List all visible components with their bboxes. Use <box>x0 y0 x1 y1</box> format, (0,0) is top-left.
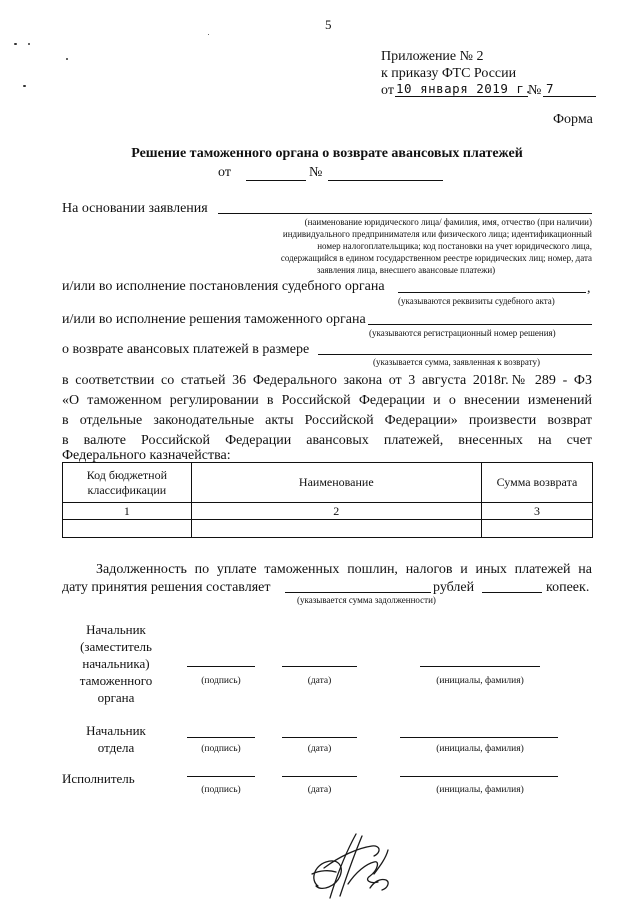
budget-table <box>62 462 593 538</box>
scan-speck <box>66 58 68 60</box>
handwritten-signature <box>300 826 400 902</box>
dept-head-title-line: Начальник <box>86 723 146 738</box>
scan-speck <box>28 43 30 45</box>
dept-date-line <box>282 737 357 738</box>
executor-date-hint: (дата) <box>307 785 332 795</box>
form-label: Форма <box>553 112 593 127</box>
column-number: 1 <box>63 503 192 520</box>
basis-hint-line: номер налогоплательщика; код постановки на учет юридического лица, <box>317 241 592 251</box>
basis-blank <box>218 213 592 214</box>
chief-title-line: Начальник <box>86 622 146 637</box>
debt-line-2-prefix: дату принятия решения составляет <box>62 580 271 595</box>
refund-amount-label: о возврате авансовых платежей в размере <box>62 342 310 357</box>
debt-line-1: Задолженность по уплате таможенных пошлин, налогов и иных платежей на <box>96 562 592 577</box>
scan-speck <box>208 34 209 35</box>
table-number-row <box>63 503 593 520</box>
chief-signature-hint: (подпись) <box>201 676 241 686</box>
executor-title: Исполнитель <box>62 771 135 786</box>
appendix-date: 10 января 2019 г. <box>396 81 533 96</box>
dept-head-title <box>62 722 170 756</box>
court-blank <box>398 292 586 293</box>
customs-decision-blank <box>368 324 592 325</box>
table-cell <box>481 520 592 538</box>
header-sum: Сумма возврата <box>481 463 592 503</box>
header-kbk: Код бюджетной классификации <box>63 463 192 503</box>
table-header-row <box>63 463 593 503</box>
body-last-line: Федерального казначейства: <box>62 448 231 463</box>
scan-speck <box>23 85 26 87</box>
court-label: и/или во исполнение постановления судебного органа <box>62 279 385 294</box>
table-row <box>63 520 593 538</box>
dept-signature-line <box>187 737 255 738</box>
refund-amount-hint: (указывается сумма, заявленная к возврату) <box>373 357 540 367</box>
page-number: 5 <box>325 17 332 32</box>
table-cell <box>191 520 481 538</box>
chief-title-line: органа <box>97 690 135 705</box>
appendix-from: от <box>381 83 394 98</box>
table-cell <box>63 520 192 538</box>
column-number: 3 <box>481 503 592 520</box>
chief-title-line: (заместитель <box>80 639 152 654</box>
customs-decision-hint: (указываются регистрационный номер решения) <box>369 328 556 338</box>
debt-rub-blank <box>285 592 431 593</box>
debt-hint: (указывается сумма задолженности) <box>297 595 436 605</box>
column-number: 2 <box>191 503 481 520</box>
debt-rub: рублей <box>433 580 475 595</box>
basis-hint-line: заявления лица, внесшего авансовые платежи) <box>316 265 496 275</box>
court-hint: (указываются реквизиты судебного акта) <box>398 296 555 306</box>
basis-hint-line: (наименование юридического лица/ фамилия, имя, отчество (при наличии) <box>304 217 592 227</box>
debt-kop-blank <box>482 592 542 593</box>
basis-hint-line: индивидуального предпринимателя или физического лица; идентификационный <box>282 229 592 239</box>
appendix-line-3 <box>381 80 596 98</box>
header-name: Наименование <box>191 463 481 503</box>
chief-date-hint: (дата) <box>307 676 332 686</box>
title-no: № <box>309 165 323 180</box>
document-title: Решение таможенного органа о возврате авансовых платежей <box>131 146 523 161</box>
executor-date-line <box>282 776 357 777</box>
customs-decision-label: и/или во исполнение решения таможенного органа <box>62 312 366 327</box>
chief-date-line <box>282 666 357 667</box>
chief-signature-line <box>187 666 255 667</box>
chief-title-line: начальника) <box>82 656 150 671</box>
basis-label: На основании заявления <box>62 201 208 216</box>
appendix-line-2: к приказу ФТС России <box>381 66 517 81</box>
refund-amount-blank <box>318 354 592 355</box>
body-line: в соответствии со статьей 36 Федерального закона от 3 августа 2018г.№ 289 - ФЗ <box>62 373 592 388</box>
debt-kop: копеек. <box>546 580 590 595</box>
basis-hint-line: содержащийся в едином государственном реестре юридических лиц; номер, дата <box>280 253 592 263</box>
body-line: в отдельные законодательные акты Российской Федерации» произвести возврат <box>62 413 592 428</box>
appendix-no-label: № <box>528 83 542 98</box>
signature-stroke <box>348 862 378 884</box>
appendix-no-underline <box>543 96 596 97</box>
dept-head-title-line: отдела <box>97 740 135 755</box>
title-number-blank <box>328 180 443 181</box>
body-line: «О таможенном регулировании в Российской Федерации и о внесении изменений <box>62 393 592 408</box>
scan-speck <box>14 43 17 45</box>
executor-initials-hint: (инициалы, фамилия) <box>436 785 524 795</box>
appendix-no: 7 <box>546 81 555 96</box>
court-comma: , <box>587 281 591 296</box>
chief-title-line: таможенного <box>79 673 153 688</box>
title-date-blank <box>246 180 306 181</box>
body-line: в валюте Российской Федерации авансовых платежей, внесенных на счет <box>62 433 592 448</box>
chief-title <box>62 621 170 706</box>
signature-stroke <box>370 879 388 890</box>
title-from: от <box>218 165 231 180</box>
chief-initials-hint: (инициалы, фамилия) <box>436 676 524 686</box>
executor-signature-line <box>187 776 255 777</box>
appendix-date-underline <box>395 96 528 97</box>
executor-signature-hint: (подпись) <box>201 785 241 795</box>
dept-signature-hint: (подпись) <box>201 744 241 754</box>
executor-initials-line <box>400 776 558 777</box>
basis-hint <box>220 216 592 276</box>
chief-initials-line <box>420 666 540 667</box>
dept-date-hint: (дата) <box>307 744 332 754</box>
dept-initials-line <box>400 737 558 738</box>
dept-initials-hint: (инициалы, фамилия) <box>436 744 524 754</box>
appendix-line-1: Приложение № 2 <box>381 49 484 64</box>
